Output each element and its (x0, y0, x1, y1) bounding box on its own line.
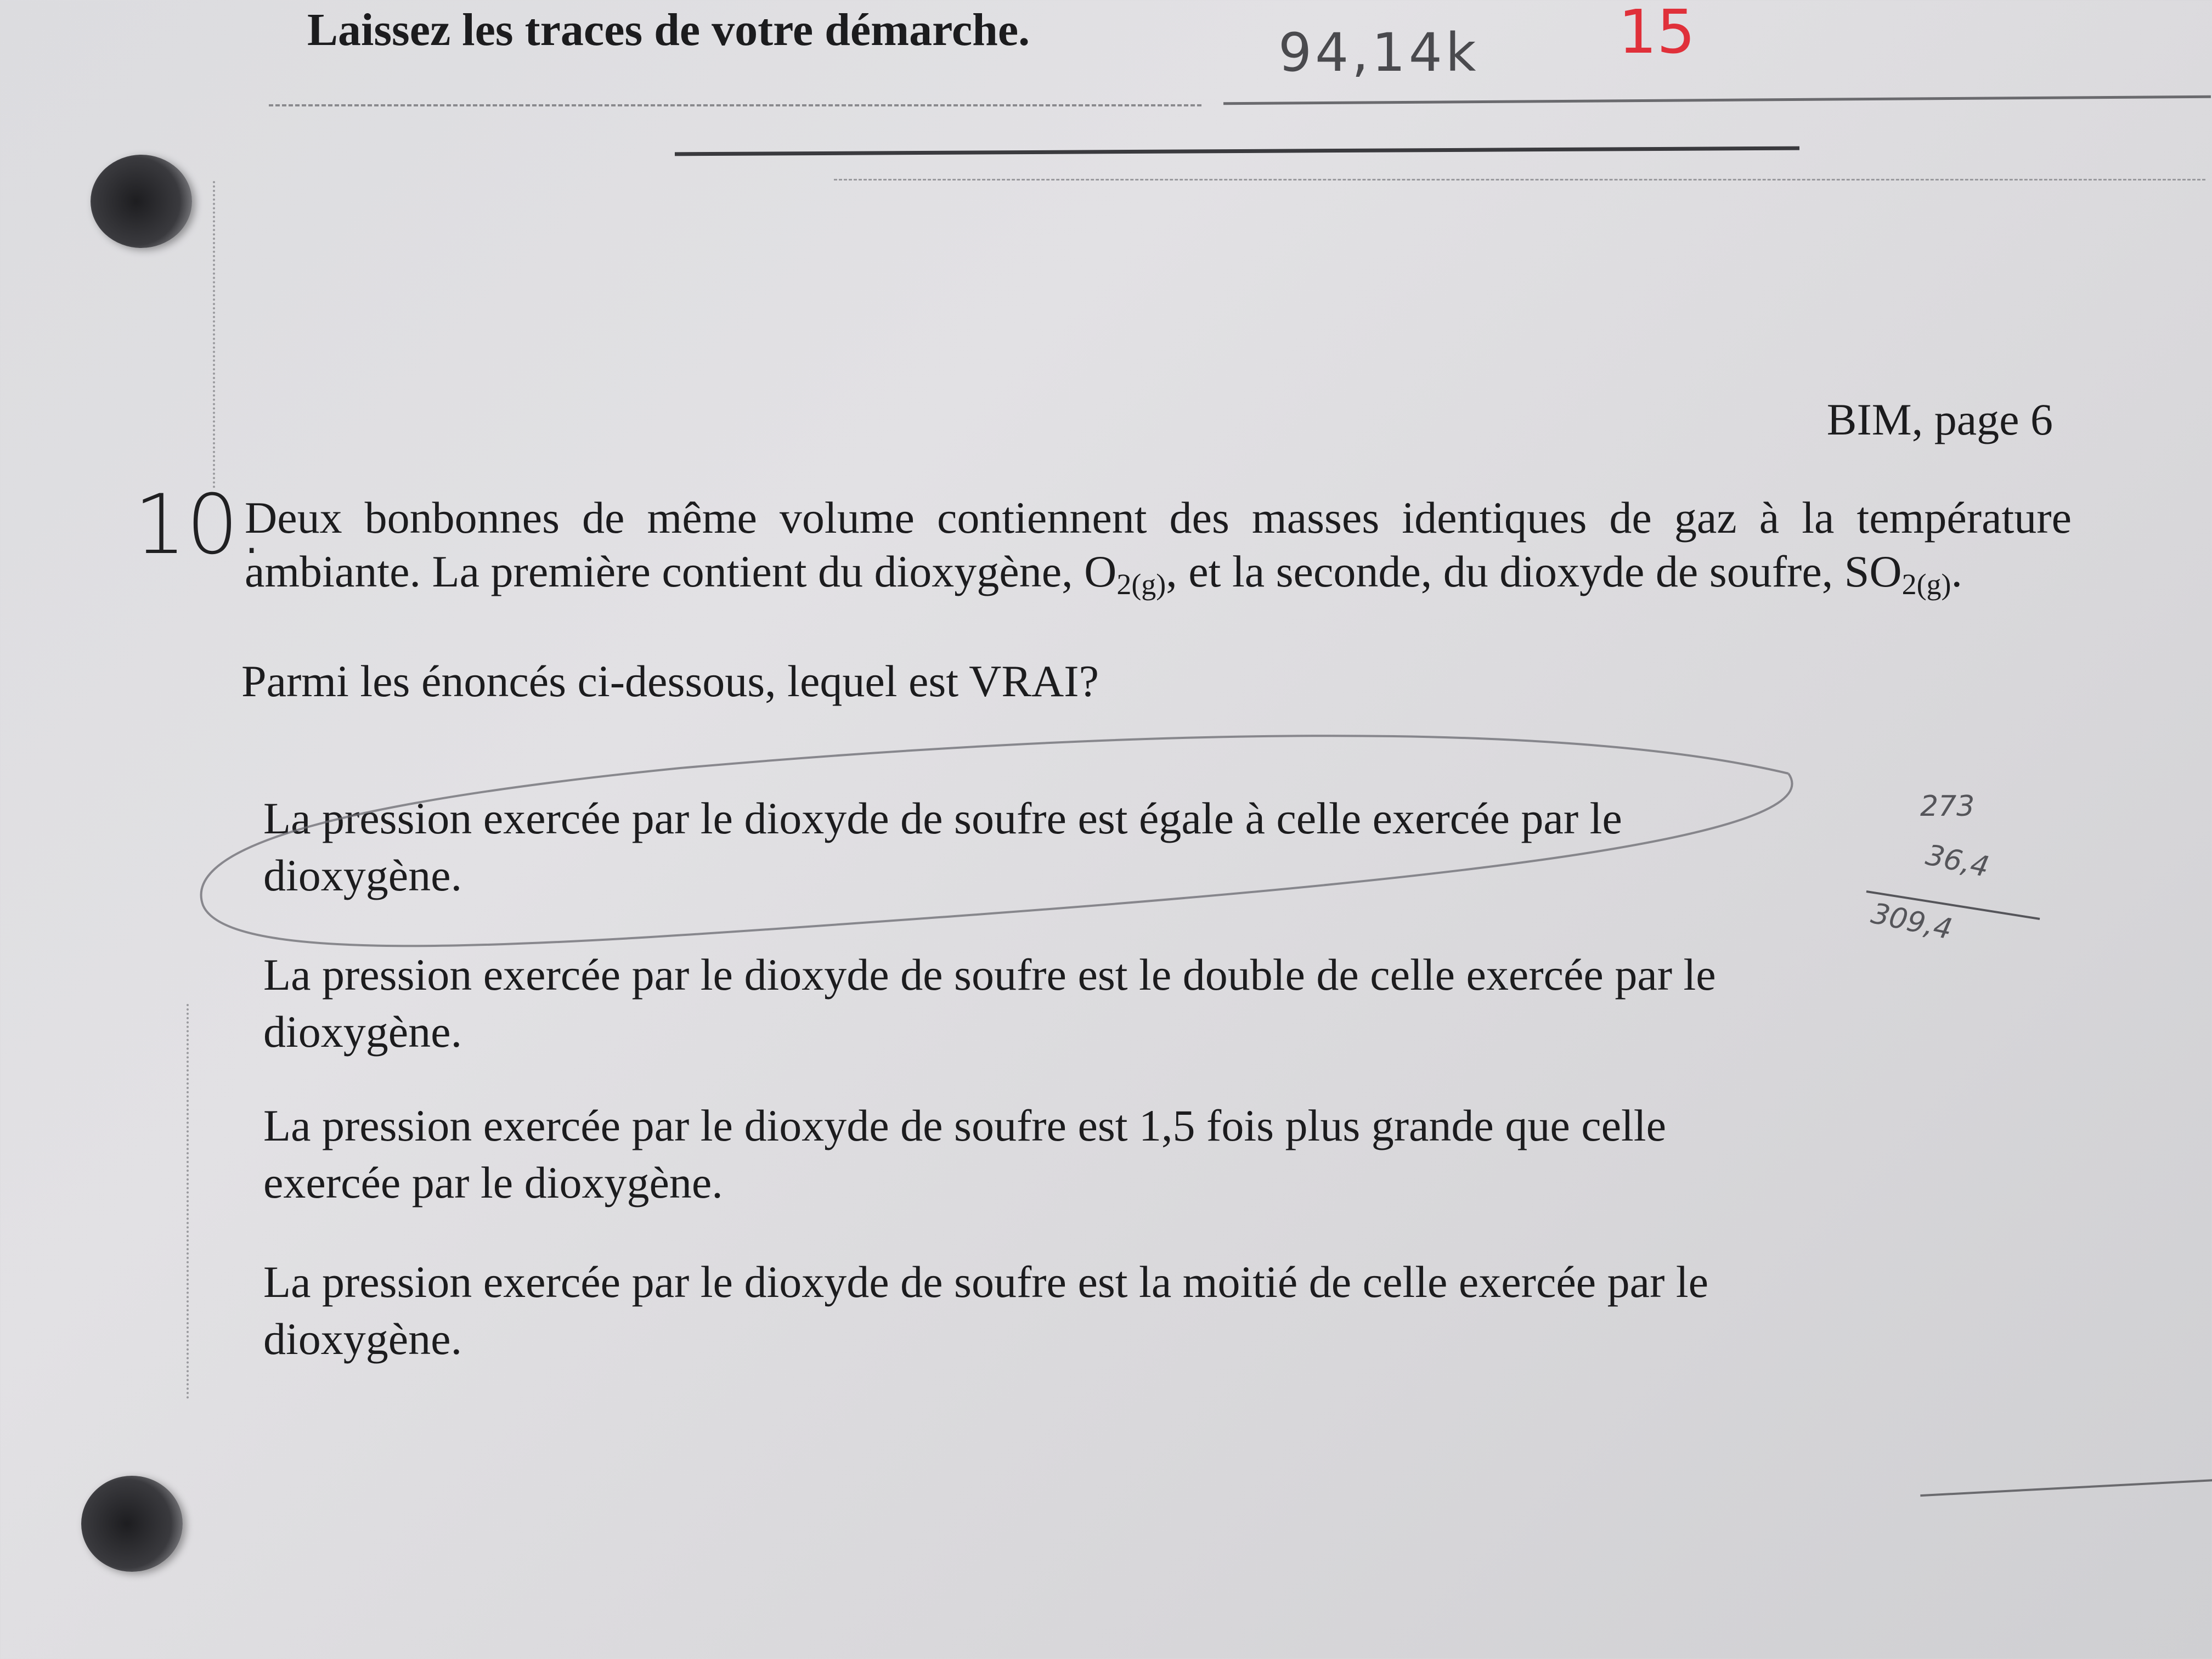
choice-c-line1: La pression exercée par le dioxyde de soufre est 1,5 fois plus grande que celle (263, 1101, 1666, 1150)
calc-line2: 36,4 (1923, 838, 1992, 884)
paper-crease (1920, 1479, 2212, 1497)
choice-a-line1: La pression exercée par le dioxyde de soufre est égale à celle exercée par le (263, 793, 1622, 843)
page-reference: BIM, page 6 (1826, 394, 2053, 444)
answer-line-3 (834, 179, 2205, 180)
o2-subscript: 2(g) (1116, 568, 1166, 601)
choice-d-line1: La pression exercée par le dioxyde de soufre est la moitié de celle exercée par le (263, 1257, 1709, 1307)
instruction-text: Laissez les traces de votre démarche. (307, 4, 1030, 55)
answer-line-2 (675, 146, 1799, 156)
so2-subscript: 2(g) (1901, 568, 1951, 601)
handwritten-answer: 94,14k (1278, 22, 1480, 83)
calc-line1: 273 (1920, 790, 1975, 823)
answer-line-1b (1223, 95, 2211, 105)
choice-b-line1: La pression exercée par le dioxyde de soufre est le double de celle exercée par le (263, 950, 1716, 1000)
answer-line-1a (269, 104, 1201, 106)
choice-a-line2: dioxygène. (263, 850, 462, 900)
choice-c-line2: exercée par le dioxygène. (263, 1158, 723, 1207)
calc-result: 309,4 (1868, 897, 1955, 946)
punch-hole-bottom (81, 1476, 183, 1572)
grade-mark: 15 (1618, 0, 1695, 67)
punch-hole-top (91, 155, 192, 248)
choice-b-line2: dioxygène. (263, 1007, 462, 1057)
question-prompt: Parmi les énoncés ci-dessous, lequel est VRAI? (241, 656, 1099, 706)
question-stem: Deux bonbonnes de même volume contiennent des masses identiques de gaz à la température ambiante. La première contient du dioxygène, $O_{2(g)}$, et la seconde, du dioxyde de soufre, $SO_{2(g)}$. (245, 493, 2072, 601)
choice-c[interactable] (263, 1097, 1882, 1211)
margin-line-bottom (187, 1004, 189, 1399)
choice-d[interactable] (263, 1254, 1882, 1368)
question-number: 10. (134, 477, 265, 573)
choice-d-line2: dioxygène. (263, 1314, 462, 1364)
answer-circle (187, 708, 1821, 971)
margin-line-top (213, 181, 215, 488)
